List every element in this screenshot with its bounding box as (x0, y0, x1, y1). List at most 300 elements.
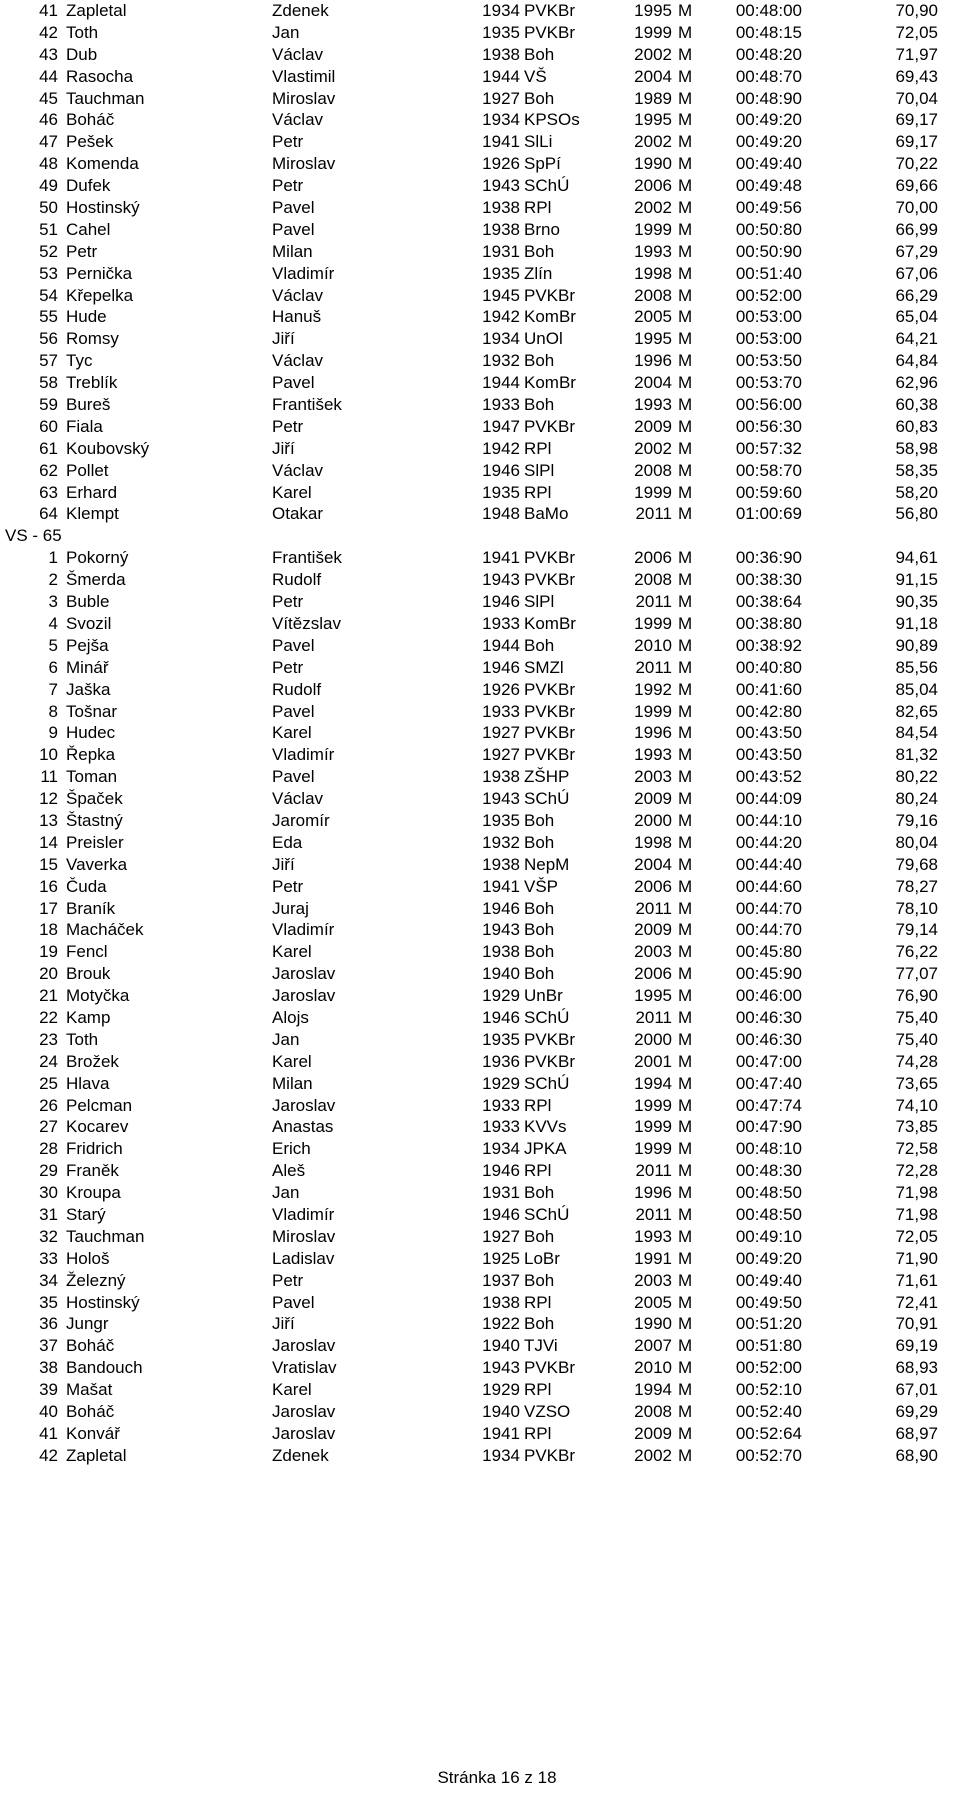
time-cell: 00:45:80 (735, 942, 802, 962)
table-row (0, 1357, 960, 1379)
race-year-cell: 2006 (634, 964, 672, 984)
birth-year-cell: 1935 (482, 22, 520, 42)
surname-cell: Zapletal (66, 1, 127, 20)
time-cell: 00:44:10 (735, 810, 802, 830)
surname-cell: Pokorný (66, 548, 129, 568)
birth-year-cell: 1948 (482, 504, 520, 524)
sex-cell: M (678, 1095, 693, 1115)
rank-cell: 10 (39, 745, 58, 765)
surname-cell: Hostinský (66, 198, 140, 218)
birth-year-cell: 1931 (482, 241, 520, 261)
points-cell: 60,38 (895, 395, 938, 415)
points-cell: 82,65 (895, 701, 938, 721)
table-row (0, 1007, 960, 1029)
surname-cell: Dufek (66, 176, 111, 196)
rank-cell: 52 (39, 241, 58, 261)
rank-cell: 62 (39, 460, 58, 480)
points-cell: 60,83 (895, 416, 938, 436)
firstname-cell: Vratislav (272, 1358, 337, 1378)
club-cell: PVKBr (524, 679, 576, 699)
race-year-cell: 1994 (634, 1073, 672, 1093)
table-row (0, 285, 960, 307)
time-cell: 00:49:50 (735, 1292, 802, 1312)
firstname-cell: Milan (272, 241, 313, 261)
race-year-cell: 2003 (634, 767, 672, 787)
club-cell: Boh (524, 832, 555, 852)
firstname-cell: Milan (272, 1073, 313, 1093)
rank-cell: 42 (39, 22, 58, 42)
surname-cell: Brouk (66, 964, 111, 984)
sex-cell: M (678, 176, 693, 196)
sex-cell: M (678, 110, 693, 130)
firstname-cell: Václav (272, 110, 324, 130)
club-cell: Boh (524, 1226, 555, 1246)
points-cell: 78,10 (895, 898, 938, 918)
time-cell: 00:46:30 (735, 1029, 802, 1049)
rank-cell: 1 (48, 548, 58, 568)
firstname-cell: Jaroslav (272, 986, 336, 1006)
club-cell: Boh (524, 1314, 555, 1334)
points-cell: 73,65 (895, 1073, 938, 1093)
points-cell: 76,22 (895, 942, 938, 962)
firstname-cell: Václav (272, 44, 324, 64)
sex-cell: M (678, 482, 693, 502)
table-row (0, 547, 960, 569)
table-row (0, 679, 960, 701)
sex-cell: M (678, 657, 693, 677)
club-cell: PVKBr (524, 1051, 576, 1071)
birth-year-cell: 1943 (482, 1358, 520, 1378)
rank-cell: 35 (39, 1292, 58, 1312)
time-cell: 00:48:50 (735, 1183, 802, 1203)
race-year-cell: 1995 (634, 329, 672, 349)
time-cell: 00:49:10 (735, 1226, 802, 1246)
birth-year-cell: 1927 (482, 723, 520, 743)
birth-year-cell: 1934 (482, 1, 520, 20)
rank-cell: 50 (39, 198, 58, 218)
race-year-cell: 1999 (634, 1139, 672, 1159)
sex-cell: M (678, 570, 693, 590)
surname-cell: Štastný (66, 810, 123, 830)
time-cell: 00:57:32 (735, 438, 802, 458)
birth-year-cell: 1926 (482, 679, 520, 699)
club-cell: TJVi (524, 1336, 558, 1356)
firstname-cell: Pavel (272, 635, 315, 655)
table-row (0, 1423, 960, 1445)
birth-year-cell: 1929 (482, 1073, 520, 1093)
table-row (0, 854, 960, 876)
table-row (0, 701, 960, 723)
race-year-cell: 2008 (634, 285, 672, 305)
surname-cell: Tauchman (66, 1226, 145, 1246)
firstname-cell: Vítězslav (272, 613, 341, 633)
club-cell: SlLi (524, 132, 553, 152)
firstname-cell: Zdenek (272, 1, 329, 20)
firstname-cell: Jiří (272, 438, 295, 458)
time-cell: 00:46:30 (735, 1007, 802, 1027)
firstname-cell: Aleš (272, 1161, 306, 1181)
race-year-cell: 2006 (634, 876, 672, 896)
sex-cell: M (678, 964, 693, 984)
firstname-cell: Karel (272, 1051, 312, 1071)
rank-cell: 30 (39, 1183, 58, 1203)
rank-cell: 3 (48, 592, 58, 612)
rank-cell: 32 (39, 1226, 58, 1246)
rank-cell: 23 (39, 1029, 58, 1049)
time-cell: 00:46:00 (735, 986, 802, 1006)
race-year-cell: 2009 (634, 920, 672, 940)
birth-year-cell: 1937 (482, 1270, 520, 1290)
club-cell: RPl (524, 198, 552, 218)
time-cell: 00:44:70 (735, 898, 802, 918)
rank-cell: 26 (39, 1095, 58, 1115)
surname-cell: Braník (66, 898, 116, 918)
race-year-cell: 2005 (634, 307, 672, 327)
firstname-cell: Petr (272, 176, 304, 196)
firstname-cell: Jiří (272, 854, 295, 874)
birth-year-cell: 1941 (482, 132, 520, 152)
time-cell: 00:49:48 (735, 176, 802, 196)
surname-cell: Fiala (66, 416, 103, 436)
club-cell: RPl (524, 1161, 552, 1181)
sex-cell: M (678, 1073, 693, 1093)
table-row (0, 1226, 960, 1248)
birth-year-cell: 1927 (482, 88, 520, 108)
firstname-cell: Juraj (272, 898, 309, 918)
surname-cell: Špaček (66, 789, 123, 809)
table-row (0, 1379, 960, 1401)
sex-cell: M (678, 1423, 693, 1443)
firstname-cell: Jaroslav (272, 1423, 336, 1443)
race-year-cell: 1994 (634, 1380, 672, 1400)
points-cell: 77,07 (895, 964, 938, 984)
sex-cell: M (678, 22, 693, 42)
points-cell: 85,56 (895, 657, 938, 677)
race-year-cell: 2006 (634, 176, 672, 196)
birth-year-cell: 1941 (482, 548, 520, 568)
points-cell: 85,04 (895, 679, 938, 699)
table-row (0, 722, 960, 744)
points-cell: 68,93 (895, 1358, 938, 1378)
points-cell: 70,04 (895, 88, 938, 108)
time-cell: 00:48:90 (735, 88, 802, 108)
club-cell: VZSO (524, 1402, 571, 1421)
table-row (0, 306, 960, 328)
birth-year-cell: 1943 (482, 789, 520, 809)
race-year-cell: 1995 (634, 1, 672, 20)
table-row (0, 919, 960, 941)
rank-cell: 48 (39, 154, 58, 174)
rank-cell: 60 (39, 416, 58, 436)
surname-cell: Petr (66, 241, 98, 261)
surname-cell: Kamp (66, 1007, 111, 1027)
sex-cell: M (678, 1226, 693, 1246)
points-cell: 65,04 (895, 307, 938, 327)
time-cell: 00:44:40 (735, 854, 802, 874)
birth-year-cell: 1925 (482, 1248, 520, 1268)
table-row (0, 1029, 960, 1051)
table-row (0, 22, 960, 44)
race-year-cell: 2001 (634, 1051, 672, 1071)
rank-cell: 22 (39, 1007, 58, 1027)
race-year-cell: 2006 (634, 548, 672, 568)
birth-year-cell: 1941 (482, 876, 520, 896)
sex-cell: M (678, 679, 693, 699)
club-cell: SChÚ (524, 176, 570, 196)
firstname-cell: Anastas (272, 1117, 334, 1137)
table-row (0, 810, 960, 832)
birth-year-cell: 1938 (482, 44, 520, 64)
race-year-cell: 1999 (634, 22, 672, 42)
firstname-cell: Pavel (272, 198, 315, 218)
points-cell: 69,17 (895, 132, 938, 152)
rank-cell: 33 (39, 1248, 58, 1268)
club-cell: PVKBr (524, 416, 576, 436)
firstname-cell: František (272, 395, 342, 415)
points-cell: 80,24 (895, 789, 938, 809)
surname-cell: Erhard (66, 482, 118, 502)
points-cell: 79,14 (895, 920, 938, 940)
surname-cell: Buble (66, 592, 110, 612)
race-year-cell: 1993 (634, 241, 672, 261)
club-cell: PVKBr (524, 1, 576, 20)
table-row (0, 1248, 960, 1270)
time-cell: 00:38:92 (735, 635, 802, 655)
time-cell: 00:50:80 (735, 219, 802, 239)
firstname-cell: František (272, 548, 342, 568)
club-cell: RPl (524, 438, 552, 458)
points-cell: 67,29 (895, 241, 938, 261)
sex-cell: M (678, 920, 693, 940)
time-cell: 00:40:80 (735, 657, 802, 677)
sex-cell: M (678, 44, 693, 64)
club-cell: JPKA (524, 1139, 567, 1159)
firstname-cell: Zdenek (272, 1445, 329, 1465)
birth-year-cell: 1941 (482, 1423, 520, 1443)
surname-cell: Hološ (66, 1248, 110, 1268)
rank-cell: 44 (39, 66, 58, 86)
surname-cell: Koubovský (66, 438, 150, 458)
sex-cell: M (678, 460, 693, 480)
sex-cell: M (678, 66, 693, 86)
time-cell: 00:43:50 (735, 745, 802, 765)
table-row (0, 985, 960, 1007)
race-year-cell: 2004 (634, 373, 672, 393)
table-row (0, 66, 960, 88)
firstname-cell: Jaroslav (272, 1095, 336, 1115)
sex-cell: M (678, 307, 693, 327)
rank-cell: 18 (39, 920, 58, 940)
table-row (0, 1401, 960, 1423)
points-cell: 62,96 (895, 373, 938, 393)
birth-year-cell: 1942 (482, 438, 520, 458)
table-row (0, 1313, 960, 1335)
surname-cell: Motyčka (66, 986, 130, 1006)
points-cell: 80,22 (895, 767, 938, 787)
birth-year-cell: 1934 (482, 1445, 520, 1465)
rank-cell: 58 (39, 373, 58, 393)
points-cell: 90,35 (895, 592, 938, 612)
club-cell: Boh (524, 395, 555, 415)
surname-cell: Zapletal (66, 1445, 127, 1465)
rank-cell: 49 (39, 176, 58, 196)
club-cell: KVVs (524, 1117, 567, 1137)
points-cell: 91,15 (895, 570, 938, 590)
birth-year-cell: 1926 (482, 154, 520, 174)
club-cell: RPl (524, 1423, 552, 1443)
table-row (0, 1270, 960, 1292)
points-cell: 94,61 (895, 548, 938, 568)
birth-year-cell: 1933 (482, 1117, 520, 1137)
race-year-cell: 2011 (635, 898, 672, 918)
points-cell: 71,97 (895, 44, 938, 64)
firstname-cell: Jan (272, 1029, 300, 1049)
time-cell: 01:00:69 (735, 504, 802, 524)
rank-cell: 20 (39, 964, 58, 984)
surname-cell: Brožek (66, 1051, 119, 1071)
firstname-cell: Karel (272, 723, 312, 743)
time-cell: 00:53:70 (735, 373, 802, 393)
points-cell: 70,00 (895, 198, 938, 218)
sex-cell: M (678, 1029, 693, 1049)
surname-cell: Klempt (66, 504, 119, 524)
points-cell: 58,20 (895, 482, 938, 502)
club-cell: Boh (524, 810, 555, 830)
sex-cell: M (678, 1380, 693, 1400)
page-footer: Stránka 16 z 18 (437, 1768, 557, 1787)
rank-cell: 55 (39, 307, 58, 327)
firstname-cell: Petr (272, 592, 304, 612)
rank-cell: 8 (48, 701, 58, 721)
race-year-cell: 2000 (634, 1029, 672, 1049)
sex-cell: M (678, 1336, 693, 1356)
race-year-cell: 1996 (634, 351, 672, 371)
sex-cell: M (678, 219, 693, 239)
race-year-cell: 2002 (634, 198, 672, 218)
birth-year-cell: 1936 (482, 1051, 520, 1071)
sex-cell: M (678, 832, 693, 852)
rank-cell: 7 (48, 679, 58, 699)
rank-cell: 28 (39, 1139, 58, 1159)
surname-cell: Bureš (66, 395, 111, 415)
time-cell: 00:47:00 (735, 1051, 802, 1071)
table-row (0, 1204, 960, 1226)
surname-cell: Šmerda (66, 570, 126, 590)
rank-cell: 17 (39, 898, 58, 918)
time-cell: 00:38:30 (735, 570, 802, 590)
sex-cell: M (678, 986, 693, 1006)
birth-year-cell: 1933 (482, 395, 520, 415)
points-cell: 69,43 (895, 66, 938, 86)
surname-cell: Toth (66, 22, 99, 42)
rank-cell: 24 (39, 1051, 58, 1071)
club-cell: ZŠHP (524, 767, 570, 787)
race-year-cell: 2011 (635, 1007, 672, 1027)
sex-cell: M (678, 1292, 693, 1312)
birth-year-cell: 1927 (482, 745, 520, 765)
rank-cell: 47 (39, 132, 58, 152)
club-cell: RPl (524, 1292, 552, 1312)
race-year-cell: 2002 (634, 1445, 672, 1465)
race-year-cell: 1992 (634, 679, 672, 699)
rank-cell: 53 (39, 263, 58, 283)
points-cell: 70,90 (895, 1, 938, 20)
rank-cell: 34 (39, 1270, 58, 1290)
birth-year-cell: 1935 (482, 263, 520, 283)
rank-cell: 37 (39, 1336, 58, 1356)
table-row (0, 394, 960, 416)
sex-cell: M (678, 1, 693, 20)
birth-year-cell: 1931 (482, 1183, 520, 1203)
firstname-cell: Vladimír (272, 263, 335, 283)
birth-year-cell: 1946 (482, 898, 520, 918)
sex-cell: M (678, 854, 693, 874)
firstname-cell: Rudolf (272, 679, 322, 699)
club-cell: KPSOs (524, 110, 580, 130)
sex-cell: M (678, 1270, 693, 1290)
birth-year-cell: 1946 (482, 460, 520, 480)
table-row (0, 153, 960, 175)
rank-cell: 2 (48, 570, 58, 590)
table-row (0, 657, 960, 679)
birth-year-cell: 1938 (482, 854, 520, 874)
birth-year-cell: 1922 (482, 1314, 520, 1334)
time-cell: 00:48:30 (735, 1161, 802, 1181)
rank-cell: 41 (39, 1, 58, 20)
sex-cell: M (678, 635, 693, 655)
table-row (0, 1335, 960, 1357)
surname-cell: Boháč (66, 1402, 115, 1421)
points-cell: 71,90 (895, 1248, 938, 1268)
time-cell: 00:56:30 (735, 416, 802, 436)
surname-cell: Tyc (66, 351, 93, 371)
rank-cell: 14 (39, 832, 58, 852)
surname-cell: Pollet (66, 460, 109, 480)
birth-year-cell: 1946 (482, 1161, 520, 1181)
points-cell: 78,27 (895, 876, 938, 896)
sex-cell: M (678, 1139, 693, 1159)
club-cell: Boh (524, 964, 555, 984)
points-cell: 69,66 (895, 176, 938, 196)
surname-cell: Boháč (66, 110, 115, 130)
time-cell: 00:52:10 (735, 1380, 802, 1400)
surname-cell: Dub (66, 44, 98, 64)
birth-year-cell: 1943 (482, 570, 520, 590)
results-group-vs65 (0, 547, 960, 1466)
surname-cell: Cahel (66, 219, 111, 239)
points-cell: 72,41 (895, 1292, 938, 1312)
firstname-cell: Karel (272, 942, 312, 962)
race-year-cell: 1996 (634, 1183, 672, 1203)
firstname-cell: Vladimír (272, 745, 335, 765)
birth-year-cell: 1933 (482, 1095, 520, 1115)
table-row (0, 503, 960, 525)
firstname-cell: Petr (272, 657, 304, 677)
rank-cell: 15 (39, 854, 58, 874)
sex-cell: M (678, 876, 693, 896)
time-cell: 00:49:20 (735, 110, 802, 130)
race-year-cell: 1991 (634, 1248, 672, 1268)
points-cell: 69,29 (895, 1402, 938, 1421)
rank-cell: 42 (39, 1445, 58, 1465)
firstname-cell: Karel (272, 1380, 312, 1400)
table-row (0, 744, 960, 766)
firstname-cell: Miroslav (272, 154, 336, 174)
table-row (0, 1160, 960, 1182)
time-cell: 00:51:40 (735, 263, 802, 283)
rank-cell: 63 (39, 482, 58, 502)
sex-cell: M (678, 1314, 693, 1334)
